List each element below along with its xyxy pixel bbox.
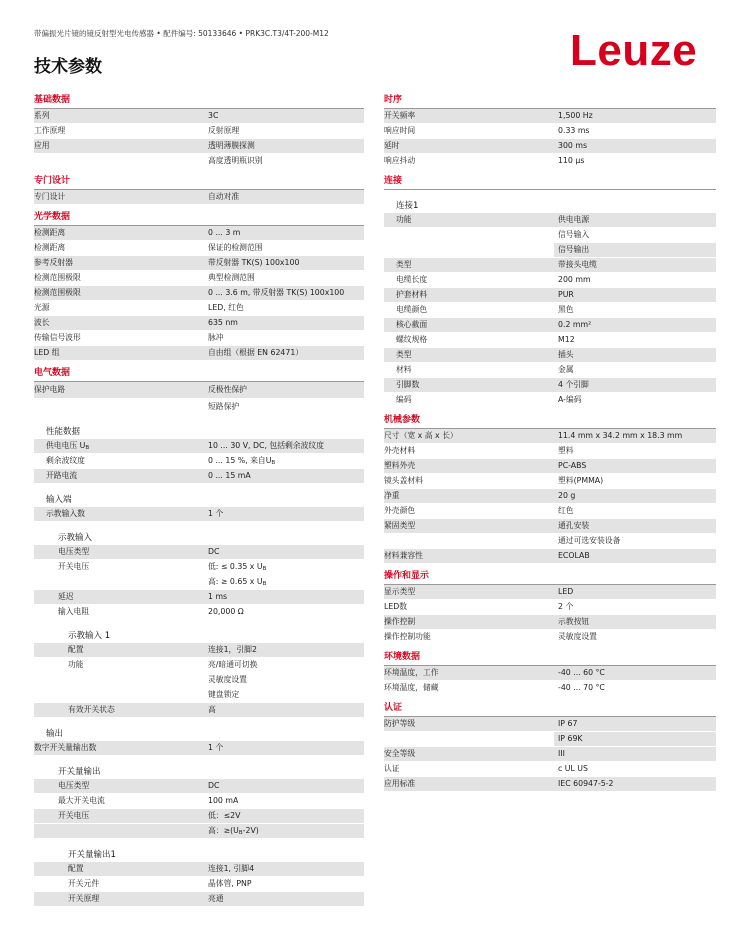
table-row: 开关元件 晶体管, PNP <box>34 877 364 892</box>
subsection-title-output: 输出 <box>46 729 64 739</box>
right-column <box>384 93 716 792</box>
table-row: 认证 c UL US <box>384 762 716 777</box>
table-row: 高度透明瓶识别 <box>34 154 364 169</box>
table-row: 最大开关电流 100 mA <box>34 794 364 809</box>
table-row: 输入电阻 20,000 Ω <box>34 605 364 620</box>
table-row: 电压类型 DC <box>34 545 364 560</box>
table-row: 外壳颜色 红色 <box>384 504 716 519</box>
subsection-title-performance: 性能数据 <box>46 427 81 437</box>
table-row: 电压类型 DC <box>34 779 364 794</box>
table-row: 开关电压 低：≤2V <box>34 809 364 824</box>
table-row: 延迟 1 ms <box>34 590 364 605</box>
section-special <box>34 190 364 205</box>
table-row: 剩余波纹度 0 ... 15 %, 来自$U_B$ <box>34 454 364 469</box>
subsection-title-connection-1: 连接1 <box>396 201 419 211</box>
table-row: 环境温度，储藏 -40 ... 70 °C <box>384 681 716 696</box>
table-row: 材料 金属 <box>384 363 716 378</box>
table-row: 螺纹规格 M12 <box>384 333 716 348</box>
table-row: 传输信号波形 脉冲 <box>34 331 364 346</box>
table-row: 操作控制 示教按钮 <box>384 615 716 630</box>
table-row: 高：$\ge(U_B-2V)$ <box>34 824 364 839</box>
table-row: 显示类型 LED <box>384 585 716 600</box>
section-title-basic: 基础数据 <box>34 93 364 109</box>
table-row: 镜头盖材料 塑料(PMMA) <box>384 474 716 489</box>
table-row: 应用标准 IEC 60947-5-2 <box>384 777 716 792</box>
table-row: 电缆长度 200 mm <box>384 273 716 288</box>
table-row: 功能 供电电源 <box>384 213 716 228</box>
table-row: 电缆颜色 黑色 <box>384 303 716 318</box>
section-environment <box>384 666 716 696</box>
table-row: 检测范围极限 0 ... 3.6 m, 带反射器 TK(S) 100x100 <box>34 286 364 301</box>
table-row: LED 组 自由组（根据 EN 62471） <box>34 346 364 361</box>
table-row: 功能 亮/暗通可切换 <box>34 658 364 673</box>
table-row: IP 69K <box>384 732 716 747</box>
section-basic <box>34 109 364 169</box>
table-row: 配置 连接1，引脚2 <box>34 643 364 658</box>
table-row: 护套材料 PUR <box>384 288 716 303</box>
table-row: 塑料外壳 PC-ABS <box>384 459 716 474</box>
subsection-title-teach-input-1: 示教输入 1 <box>68 631 111 641</box>
table-row: 开路电流 0 ... 15 mA <box>34 469 364 484</box>
table-row: 材料兼容性 ECOLAB <box>384 549 716 564</box>
section-title-certification: 认证 <box>384 701 716 717</box>
section-title-environment: 环境数据 <box>384 650 716 666</box>
table-row: 类型 插头 <box>384 348 716 363</box>
table-row: 参考反射器 带反射器 TK(S) 100x100 <box>34 256 364 271</box>
subsection-title-teach-input: 示教输入 <box>58 533 93 543</box>
table-row: 延时 300 ms <box>384 139 716 154</box>
section-title-mechanical: 机械参数 <box>384 413 716 429</box>
table-row: 检测距离 0 ... 3 m <box>34 226 364 241</box>
table-row: 检测距离 保证的检测范围 <box>34 241 364 256</box>
table-row: 环境温度，工作 -40 ... 60 °C <box>384 666 716 681</box>
section-operation <box>384 585 716 645</box>
table-row: 数字开关量输出数 1 个 <box>34 741 364 756</box>
table-row: 信号输入 <box>384 228 716 243</box>
section-title-special: 专门设计 <box>34 174 364 190</box>
left-column <box>34 93 364 907</box>
section-title-optical: 光学数据 <box>34 210 364 226</box>
table-row: 操作控制功能 灵敏度设置 <box>384 630 716 645</box>
table-row: 紧固类型 通孔安装 <box>384 519 716 534</box>
table-row: 应用 透明薄膜探测 <box>34 139 364 154</box>
table-row: 有效开关状态 高 <box>34 703 364 718</box>
table-row: 示教输入数 1 个 <box>34 507 364 522</box>
section-certification <box>384 717 716 792</box>
page-title: 技术参数 <box>34 57 102 77</box>
table-row: 通过可选安装设备 <box>384 534 716 549</box>
table-row: 开关频率 1,500 Hz <box>384 109 716 124</box>
table-row: 波长 635 nm <box>34 316 364 331</box>
table-row: LED数 2 个 <box>384 600 716 615</box>
subsection-title-input: 输入端 <box>46 495 72 505</box>
section-optical <box>34 226 364 361</box>
table-row: 灵敏度设置 <box>34 673 364 688</box>
table-row: 响应抖动 110 µs <box>384 154 716 169</box>
table-row: 编码 A-编码 <box>384 393 716 408</box>
table-row: 系列 3C <box>34 109 364 124</box>
table-row: 供电电压 $U_B$ 10 ... 30 V, DC, 包括剩余波纹度 <box>34 439 364 454</box>
table-row: 高: ≥ 0.65 x $U_B$ <box>34 575 364 590</box>
table-row: 配置 连接1, 引脚4 <box>34 862 364 877</box>
table-row: 短路保护 <box>34 399 364 416</box>
table-row: 工作原理 反射原理 <box>34 124 364 139</box>
table-row: 信号输出 <box>384 243 716 258</box>
table-row: 防护等级 IP 67 <box>384 717 716 732</box>
table-row: 安全等级 III <box>384 747 716 762</box>
table-row: 净重 20 g <box>384 489 716 504</box>
table-row: 核心截面 0.2 mm² <box>384 318 716 333</box>
table-row: 专门设计 自动对准 <box>34 190 364 205</box>
table-row: 开关电压 低: ≤ 0.35 x $U_B$ <box>34 560 364 575</box>
section-electrical <box>34 382 364 907</box>
section-title-connection: 连接 <box>384 174 716 190</box>
table-row: 保护电路 反极性保护 <box>34 382 364 399</box>
table-row: 开关原理 亮通 <box>34 892 364 907</box>
section-title-timing: 时序 <box>384 93 716 109</box>
section-title-operation: 操作和显示 <box>384 569 716 585</box>
section-timing <box>384 109 716 169</box>
table-row: 类型 带接头电缆 <box>384 258 716 273</box>
subsection-title-switch-output-1: 开关量输出1 <box>68 850 116 860</box>
table-row: 检测范围极限 典型检测范围 <box>34 271 364 286</box>
section-title-electrical: 电气数据 <box>34 366 364 382</box>
table-row: 光源 LED, 红色 <box>34 301 364 316</box>
subsection-title-switch-output: 开关量输出 <box>58 767 101 777</box>
leuze-logo: Leuze <box>570 26 698 75</box>
table-row: 键盘锁定 <box>34 688 364 703</box>
section-mechanical <box>384 429 716 564</box>
table-row: 外壳材料 塑料 <box>384 444 716 459</box>
section-connection <box>384 190 716 408</box>
table-row: 响应时间 0.33 ms <box>384 124 716 139</box>
table-row: 尺寸（宽 x 高 x 长） 11.4 mm x 34.2 mm x 18.3 mm <box>384 429 716 444</box>
table-row: 引脚数 4 个引脚 <box>384 378 716 393</box>
document-header-line: 带偏振光片镜的镜反射型光电传感器 • 配件编号: 50133646 • PRK3C.T3/4T-200-M12 <box>34 29 329 38</box>
